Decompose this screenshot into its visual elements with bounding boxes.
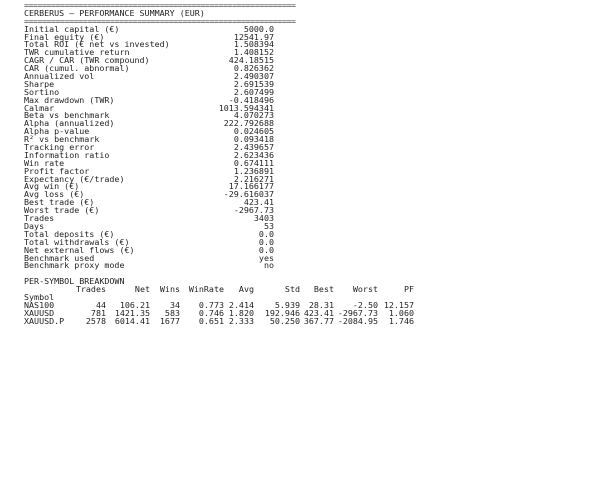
separator-top: ============================================================ — [24, 0, 296, 10]
metric-label: Benchmark proxy mode — [24, 260, 125, 271]
metric-label: Days — [24, 220, 45, 231]
breakdown-index-label: Symbol — [24, 291, 55, 302]
breakdown-cell: 106.21 — [119, 299, 150, 310]
metric-value: 5000.0 — [243, 23, 274, 34]
metric-value: 424.18515 — [228, 55, 274, 66]
metric-value: 2.490307 — [233, 71, 274, 82]
breakdown-cell: 367.77 — [303, 315, 334, 326]
breakdown-cell: 6014.41 — [114, 315, 150, 326]
breakdown-cell: -2967.73 — [337, 307, 378, 318]
metric-value: 2.607499 — [233, 86, 274, 97]
metric-label: R² vs benchmark — [24, 134, 100, 145]
breakdown-cell: 28.31 — [308, 299, 334, 310]
breakdown-cell: 2.333 — [228, 315, 254, 326]
metric-label: Win rate — [24, 157, 65, 168]
metric-label: Trades — [24, 213, 55, 224]
metric-value: 2.691539 — [233, 78, 274, 89]
breakdown-symbol: XAUUSD.P — [24, 315, 65, 326]
metric-value: 0.0 — [258, 244, 274, 255]
breakdown-cell: 34 — [169, 299, 180, 310]
metric-label: TWR cumulative return — [24, 47, 130, 58]
metric-label: Avg loss (€) — [24, 189, 85, 200]
metric-label: Total ROI (€ net vs invested) — [24, 39, 170, 50]
metric-label: Beta vs benchmark — [24, 110, 110, 121]
console-output — [24, 2, 414, 326]
metric-label: Final equity (€) — [24, 31, 105, 42]
metric-label: Net external flows (€) — [24, 244, 135, 255]
breakdown-column-header: WinRate — [188, 284, 224, 295]
breakdown-cell: -2.50 — [352, 299, 378, 310]
breakdown-cell: 0.746 — [198, 307, 224, 318]
breakdown-cell: 192.946 — [264, 307, 300, 318]
metric-label: Avg win (€) — [24, 181, 80, 192]
metric-value: 2.216271 — [233, 173, 274, 184]
metric-value: 1013.594341 — [218, 102, 274, 113]
breakdown-cell: 12.157 — [383, 299, 414, 310]
metric-label: Tracking error — [24, 142, 95, 153]
metric-label: CAGR / CAR (TWR compound) — [24, 55, 150, 66]
metric-value: 222.792688 — [223, 118, 274, 129]
breakdown-column-header: Std — [284, 284, 300, 295]
metric-label: Sortino — [24, 86, 60, 97]
metric-value: -29.616037 — [223, 189, 274, 200]
metric-label: Information ratio — [24, 149, 110, 160]
metric-label: Profit factor — [24, 165, 90, 176]
breakdown-cell: 1.820 — [228, 307, 254, 318]
breakdown-symbol: NAS100 — [24, 299, 55, 310]
metric-value: -2967.73 — [233, 205, 274, 216]
breakdown-row — [24, 318, 414, 326]
metric-row — [24, 207, 414, 215]
metric-value: yes — [258, 252, 274, 263]
breakdown-title: PER-SYMBOL BREAKDOWN — [24, 276, 125, 287]
breakdown-column-header: PF — [403, 284, 414, 295]
breakdown-column-header: Worst — [352, 284, 378, 295]
metric-value: 0.0 — [258, 228, 274, 239]
metric-value: 12541.97 — [233, 31, 274, 42]
metric-label: Benchmark used — [24, 252, 95, 263]
breakdown-cell: 44 — [95, 299, 106, 310]
metric-row — [24, 73, 414, 81]
metric-value: 0.0 — [258, 236, 274, 247]
metric-label: Expectancy (€/trade) — [24, 173, 125, 184]
breakdown-column-header: Avg — [238, 284, 254, 295]
metric-label: Total deposits (€) — [24, 228, 115, 239]
metric-label: Calmar — [24, 102, 55, 113]
metric-label: Sharpe — [24, 78, 55, 89]
breakdown-column-header: Net — [134, 284, 150, 295]
breakdown-cell: 0.651 — [198, 315, 224, 326]
metric-row — [24, 78, 414, 89]
metric-row — [24, 149, 414, 160]
breakdown-cell: 5.939 — [274, 299, 300, 310]
metric-value: 0.024605 — [233, 126, 274, 137]
breakdown-cell: 2578 — [85, 315, 106, 326]
metric-value: 423.41 — [243, 197, 274, 208]
metric-label: CAR (cumul. abnormal) — [24, 63, 130, 74]
breakdown-cell: 781 — [90, 307, 106, 318]
metric-value: 0.093418 — [233, 134, 274, 145]
breakdown-column-header: Trades — [75, 284, 106, 295]
breakdown-symbol: XAUUSD — [24, 307, 55, 318]
breakdown-cell: 423.41 — [303, 307, 334, 318]
metric-row — [24, 173, 414, 184]
metric-value: 53 — [263, 220, 274, 231]
summary-title: CERBERUS — PERFORMANCE SUMMARY (EUR) — [24, 7, 205, 18]
metric-value: 4.070273 — [233, 110, 274, 121]
metric-row — [24, 262, 414, 270]
metric-value: 1.508394 — [233, 39, 274, 50]
metric-row — [24, 215, 414, 223]
metric-label: Alpha p-value — [24, 126, 90, 137]
breakdown-cell: 50.250 — [269, 315, 300, 326]
breakdown-cell: 1677 — [159, 315, 180, 326]
metric-label: Alpha (annualized) — [24, 118, 115, 129]
metric-label: Annualized vol — [24, 71, 95, 82]
metric-value: no — [263, 260, 274, 271]
breakdown-table — [24, 286, 414, 326]
metric-label: Total withdrawals (€) — [24, 236, 130, 247]
breakdown-cell: 1421.35 — [114, 307, 150, 318]
metric-value: 1.236891 — [233, 165, 274, 176]
breakdown-column-header: Wins — [159, 284, 180, 295]
metric-label: Worst trade (€) — [24, 205, 100, 216]
metric-value: 2.439657 — [233, 142, 274, 153]
breakdown-column-header: Best — [313, 284, 334, 295]
metric-label: Best trade (€) — [24, 197, 95, 208]
metric-label: Max drawdown (TWR) — [24, 94, 115, 105]
breakdown-header-row — [24, 286, 414, 294]
metric-value: -0.418496 — [228, 94, 274, 105]
metric-value: 17.166177 — [228, 181, 274, 192]
breakdown-cell: 2.414 — [228, 299, 254, 310]
metric-label: Initial capital (€) — [24, 23, 120, 34]
metric-value: 1.408152 — [233, 47, 274, 58]
metric-value: 2.623436 — [233, 149, 274, 160]
metric-value: 0.674111 — [233, 157, 274, 168]
separator-bottom: ============================================================ — [24, 15, 296, 26]
metrics-list — [24, 23, 414, 271]
metric-value: 0.826362 — [233, 63, 274, 74]
breakdown-cell: -2084.95 — [337, 315, 378, 326]
breakdown-cell: 583 — [164, 307, 180, 318]
breakdown-cell: 1.746 — [388, 315, 414, 326]
metric-value: 3403 — [253, 213, 274, 224]
breakdown-cell: 0.773 — [198, 299, 224, 310]
breakdown-cell: 1.060 — [388, 307, 414, 318]
